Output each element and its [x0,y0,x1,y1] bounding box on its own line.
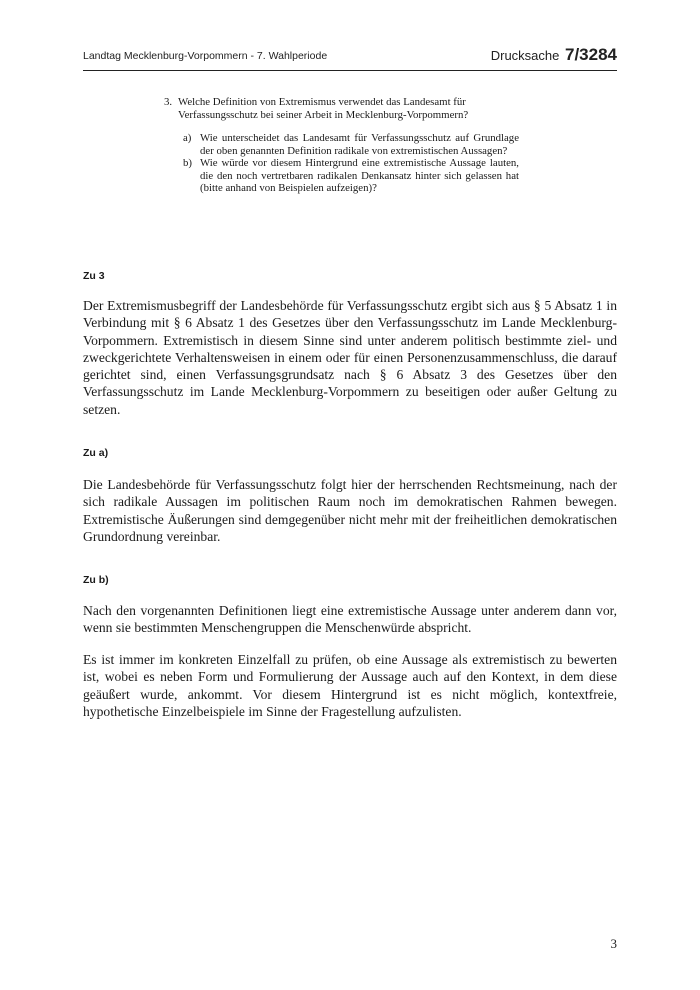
subquestion-letter: b) [183,157,192,169]
drucksache-label [491,45,617,65]
answer-paragraph-zu-3: Der Extremismusbegriff der Landesbehörde für Verfassungsschutz ergibt sich aus § 5 Absatz 1 in Verbindung mit § 6 Absatz 1 des Gesetzes über den Verfassungsschutz im Lande Mecklenburg-Vorpommern. Extremistisch in diesem Sinne sind unter anderem politisch bestimmte ziel- und zweckgerichtete Verhaltensweisen in einem oder für einen Personenzusammenschluss, die darauf gerichtet sind, einen Verfassungsgrundsatz nach § 6 Absatz 3 des Gesetzes über den Verfassungsschutz im Lande Mecklenburg-Vorpommern zu beseitigen oder außer Geltung zu setzen. [83,298,617,417]
parliament-period-label: Landtag Mecklenburg-Vorpommern - 7. Wahlperiode [83,50,328,62]
heading-zu-a: Zu a) [83,447,109,459]
subquestion-a [183,132,519,157]
page-number: 3 [610,936,617,951]
heading-zu-b: Zu b) [83,574,109,586]
subquestion-text: Wie unterscheidet das Landesamt für Verfassungsschutz auf Grundlage der oben genannten Definition radikale von extremistischen Aussagen? [200,132,519,157]
page-header [83,40,617,71]
answer-paragraph-zu-b-2: Es ist immer im konkreten Einzelfall zu prüfen, ob eine Aussage als extremistisch zu bewerten ist, wobei es neben Form und Formulierung der Aussage auch auf den Kontext, in dem diese geäußert wurde, ankommt. Vor diesem Hintergrund ist es nicht möglich, kontextfreie, hypothetische Einzelbeispiele im Sinne der Fragestellung aufzulisten. [83,652,617,719]
question-number: 3. [164,96,173,108]
subquestion-letter: a) [183,132,192,144]
heading-zu-3: Zu 3 [83,270,105,282]
subquestion-list [183,132,519,195]
answer-paragraph-zu-a: Die Landesbehörde für Verfassungsschutz folgt hier der herrschenden Rechtsmeinung, nach der sich radikale Aussagen im politischen Raum noch im demokratischen Rahmen bewegen. Extremistische Äußerungen sind demgegenüber nicht mehr mit der freiheitlichen demokratischen Grundordnung vereinbar. [83,477,617,544]
answer-paragraph-zu-b-1: Nach den vorgenannten Definitionen liegt eine extremistische Aussage unter anderem dann vor, wenn sie bestimmten Menschengruppen die Menschenwürde abspricht. [83,603,617,636]
drucksache-word: Drucksache [490,48,560,63]
question-block [164,96,519,195]
drucksache-number: 7/3284 [565,45,617,64]
subquestion-text: Wie würde vor diesem Hintergrund eine extremistische Aussage lauten, die den noch vertretbaren radikalen Denkansatz hinter sich gelassen hat (bitte anhand von Beispielen aufzeigen)? [200,157,519,194]
subquestion-b [183,157,519,195]
question-main [164,96,519,121]
question-text: Welche Definition von Extremismus verwendet das Landesamt für Verfassungsschutz bei seiner Arbeit in Mecklenburg-Vorpommern? [178,96,469,121]
